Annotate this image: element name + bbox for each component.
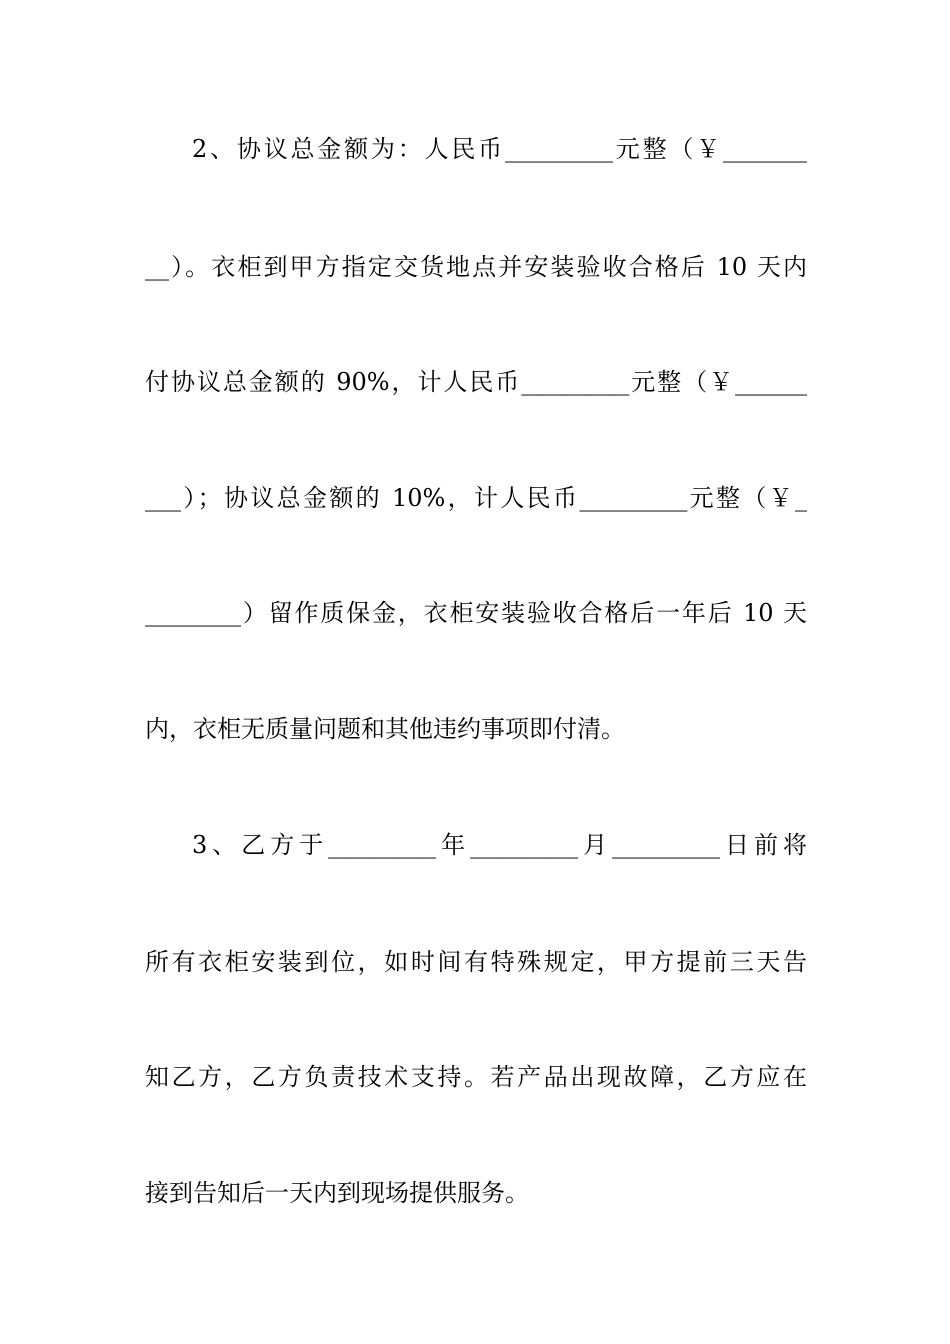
paragraph-2-line-5: ________）留作质保金，衣柜安装验收合格后一年后 10 天 [145,599,807,627]
paragraph-3-line-1: 3、乙方于_________年_________月_________日前将 [192,831,807,859]
paragraph-2-line-2: __）。衣柜到甲方指定交货地点并安装验收合格后 10 天内 [145,253,807,281]
paragraph-3-line-3: 知乙方，乙方负责技术支持。若产品出现故障，乙方应在 [145,1063,807,1091]
paragraph-2-line-4: ___）；协议总金额的 10%，计人民币_________元整（￥_ [145,484,807,512]
paragraph-3-line-4: 接到告知后一天内到现场提供服务。 [145,1179,529,1207]
paragraph-2-line-3: 付协议总金额的 90%，计人民币_________元整（￥______ [145,368,807,396]
paragraph-2-line-6: 内，衣柜无质量问题和其他违约事项即付清。 [145,715,625,743]
paragraph-3-line-2: 所有衣柜安装到位，如时间有特殊规定，甲方提前三天告 [145,948,807,976]
paragraph-2-line-1: 2、协议总金额为：人民币_________元整（￥_______ [192,135,807,163]
